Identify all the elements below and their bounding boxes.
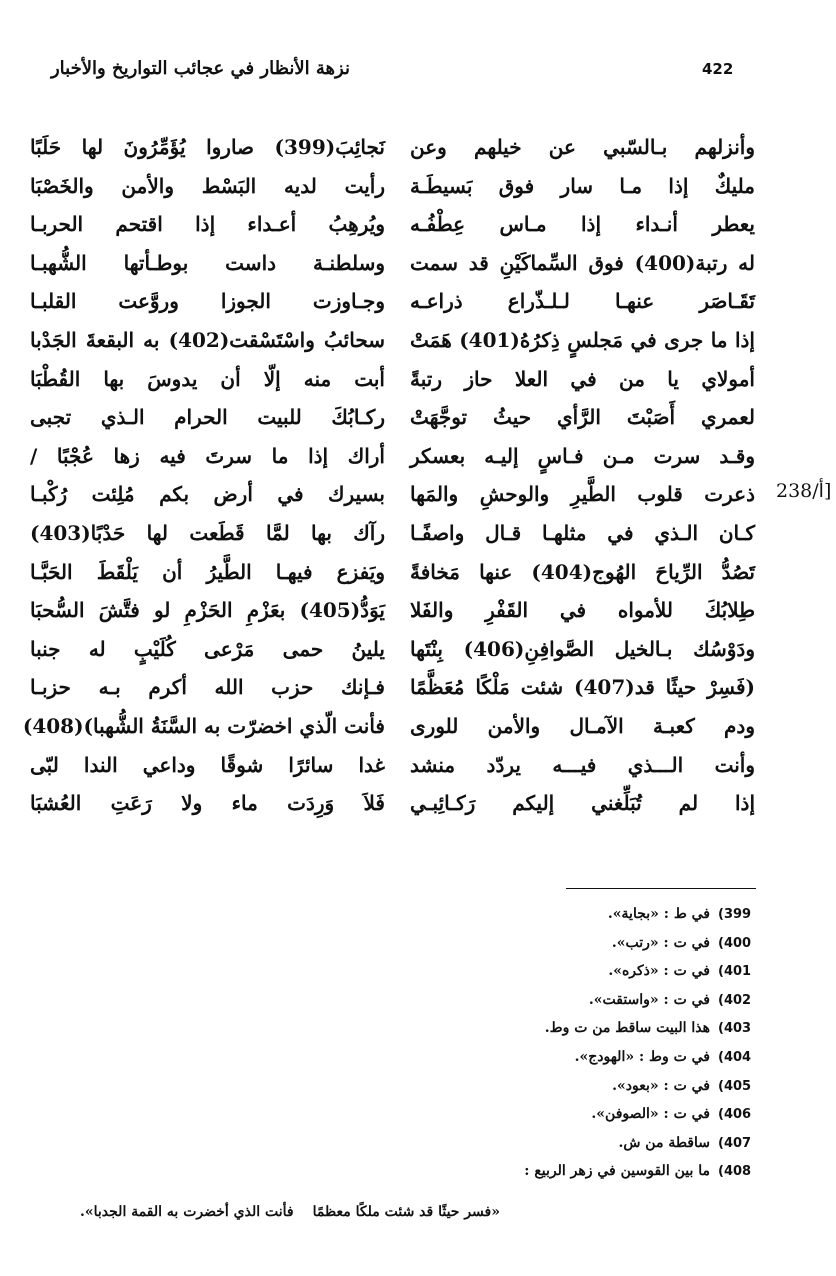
verse-left-13: يَوَدُّ(405) بعَزْمِ الحَزْمِ لو فتَّشَ السُّحبَا [30,598,385,623]
verse-left-3: ويُرهِبُ أعـداء إذا اقتحم الحربـا [30,212,385,237]
footnote [60,1157,770,1186]
verse-right-15: (فَسِرْ حيثًا قد(407) شئت مَلْكًا مُعَظَّمًا [410,675,755,700]
verse-right-16: ودم كعبـة الآمـال والأمن للورى [410,713,755,738]
footnote-text: في ت : «واستقت». [588,991,710,1008]
verse-right-3: يعطر أنـداء إذا مـاس عِطْفُـه [410,212,755,237]
footnote-number: 404) [718,1049,752,1065]
footnote-number: 406) [718,1107,752,1123]
verse-left-10: بسيرك في أرض بكم مُلِئت رُكْبـا [30,482,385,507]
margin-folio-note: 238/أ] [776,480,832,502]
verse-right-2: مليكٌ إذا مـا سار فوق بَسيطَـة [410,173,755,198]
quoted-verse-second-half: فأنت الذي أخضرت به القمة الجدبا». [80,1204,294,1220]
verse-right-1: وأنزلهم بـالسّبي عن خيلهم وعن [410,135,755,159]
verse-right-17: وأنت الـــذي فيـــه يردّد منشد [410,752,755,777]
verse-right-10: ذعرت قلوب الطَّيرِ والوحشِ والمَها [410,482,755,507]
verse-right-5: تَقَـاصَر عنهـا لـلـذّراع ذراعـه [410,289,755,314]
verse-right-4: له رتبة(400) فوق السِّماكَيْنِ قد سمت [410,250,755,275]
footnote [60,1100,770,1129]
footnote-text: في ت وط : «الهودج». [574,1048,710,1065]
running-title: نزهة الأنظار في عجائب التواريخ والأخبار [50,58,350,79]
verse-left-8: ركـابُكَ للبيت الحرام الـذي تجبى [30,405,385,430]
verse-right-12: تَصُدُّ الرِّياحَ الهُوج(404) عنها مَخافةً [410,559,755,584]
verse-left-15: فـإنك حزب الله أكرم بـه حزبـا [30,675,385,700]
footnote-text: في ت : «بعود». [612,1077,710,1094]
verse-left-17: غدا سائرًا شوقًا وداعي الندا لبّى [30,752,385,777]
verse-right-8: لعمري أَصَبْتَ الرَّأي حيثُ توجَّهَتْ [410,405,755,430]
verse-right-7: أمولاي يا من في العلا حاز رتبةً [410,366,755,391]
poem-left-column [22,128,385,823]
footnote-text: في ت : «الصوفن». [591,1106,710,1123]
footnote [60,1072,770,1101]
poem-right-column [410,128,755,823]
verse-left-18: فَلاَ وَرِدَت ماء ولا رَعَتِ العُشبَا [30,791,385,816]
footnote [60,1043,770,1072]
footnote [60,1129,770,1158]
verse-left-16: فأنت الّذي اخضرّت به السَّنَةُ الشُّهبا)(408) [22,713,385,738]
footnote [60,957,770,986]
footnote-number: 400) [718,935,752,951]
footnote [60,1014,770,1043]
verse-left-7: أبت منه إلّا أن يدوسَ بها القُطْبَا [30,366,385,391]
footnote-quoted-verse [80,1204,500,1220]
footnote-number: 407) [718,1135,752,1151]
footnote [60,986,770,1015]
verse-left-9: أراك إذا ما سرتَ فيه زها عُجْبًا / [30,443,385,468]
verse-left-2: رأيت لديه البَسْط والأمن والخَصْبَا [30,173,385,198]
verse-left-1: نَجائِبَ(399) صاروا يُؤَمِّرُونَ لها حَلَبًا [30,135,385,159]
verse-right-13: طِلابُكَ للأمواه في القَفْرِ والفَلا [410,598,755,623]
footnote-text: ساقطة من ش. [618,1134,710,1151]
footnote-number: 405) [718,1078,752,1094]
verse-right-18: إذا لم تُبَلِّغني إليكم رَكـائِبـي [410,791,755,816]
footnote-text: في ت : «ذكره». [608,963,710,980]
verse-left-14: يلينُ حمى مَرْعى كُلَيْبٍ له جنبا [30,636,385,661]
footnote [60,929,770,958]
footnote-number: 401) [718,964,752,980]
verse-right-11: كـان الـذي في مثلهـا قـال واصفًـا [410,520,755,545]
footnote-number: 408) [718,1164,752,1180]
footnotes [60,900,770,1186]
verse-right-14: ودَوْسُك بـالخيل الصَّوافِنِ(406) بِنْتَها [410,636,755,661]
footnote-number: 402) [718,992,752,1008]
verse-right-9: وقـد سرت مـن فـاسٍ إليـه بعسكر [410,443,755,468]
quoted-verse-first-half: «فسر حيثًا قد شئت ملكًا معظمًا [312,1204,500,1220]
footnote-text: ما بين القوسين في زهر الربيع : [524,1163,710,1180]
footnote-separator [566,888,756,889]
footnote-number: 403) [718,1021,752,1037]
verse-left-6: سحائبُ واسْتَسْقت(402) به البقعةَ الجَدْبا [30,327,385,352]
verse-left-12: ويَفزع فيهـا الطَّيرُ أن يَلْقَطَ الحَبَّـا [30,559,385,584]
footnote [60,900,770,929]
verse-right-6: إذا ما جرى في مَجلسٍ ذِكرُهُ(401) هَمَتْ [410,327,755,352]
footnote-number: 399) [718,907,752,922]
footnote-text: هذا البيت ساقط من ت وط. [544,1020,710,1037]
verse-left-4: وسلطنـة داست بوطـأتها الشُّهبـا [30,250,385,275]
page-number: 422 [702,60,734,78]
footnote-text: في ت : «رتب». [611,934,710,951]
footnote-text: في ط : «بجاية». [607,906,710,922]
verse-left-11: رآك بها لمَّا قَطَعت لها حَدْبًا(403) [30,520,385,545]
verse-left-5: وجـاوزت الجوزا وروَّعت القلبـا [30,289,385,314]
